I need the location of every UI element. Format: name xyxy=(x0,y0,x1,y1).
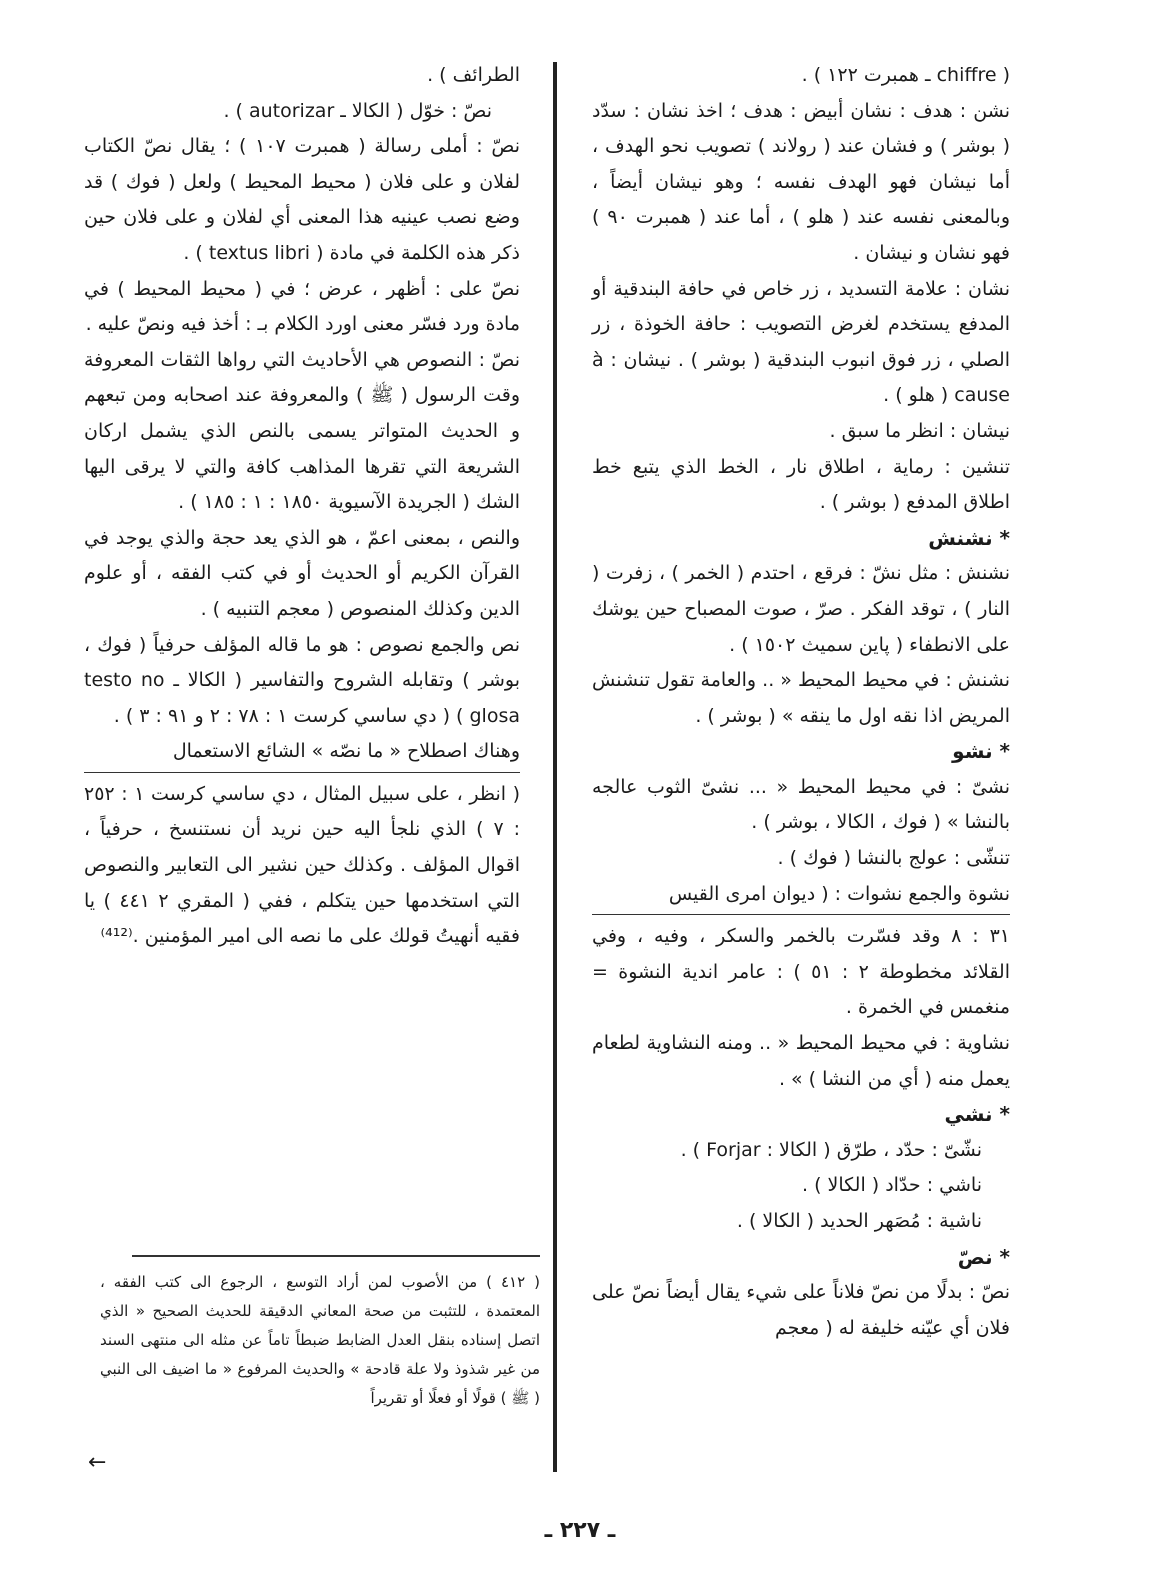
right-paragraph: ( chiffre ـ همبرت ١٢٢ ) . xyxy=(801,64,1010,86)
right-entry-heading: * نشنش xyxy=(928,525,1010,550)
left-paragraph: الطرائف ) . xyxy=(427,64,520,86)
right-paragraph: نيشان : انظر ما سبق . xyxy=(829,419,1010,442)
right-paragraph: نشاوية : في محيط المحيط « .. ومنه النشاوية لطعام يعمل منه ( أي من النشا ) » . xyxy=(592,1032,1010,1090)
footnote: ( ٤١٢ ) من الأصوب لمن أراد التوسع ، الرجوع الى كتب الفقه ، المعتمدة ، للتثبت من صحة المعاني الدقيقة للحديث الصحيح « الذي اتصل إسناده بنقل العدل الضابط ضبطاً تاماً عن مثله الى منتهى السند من غير شذوذ ولا علة قادحة » والحديث المرفوع « ما اضيف الى النبي ( ﷺ ) قولًا أو فعلًا أو تقريراً xyxy=(100,1273,540,1407)
right-paragraph: نشنش : في محيط المحيط « .. والعامة تقول تنشنش المريض اذا نقه اول ما ينقه » ( بوشر ) . xyxy=(592,669,1010,727)
right-paragraph: ٣١ : ٨ وقد فسّرت بالخمر والسكر ، وفيه ، وفي القلائد مخطوطة ٢ : ٥١ ) : عامر اندية النشوة = منغمس في الخمرة . xyxy=(592,925,1010,1019)
right-paragraph: نشىّ : في محيط المحيط « ... نشىّ الثوب عالجه بالنشا » ( فوك ، الكالا ، بوشر ) . xyxy=(592,775,1010,834)
continuation-arrow-icon: ← xyxy=(88,1450,107,1475)
footnote-rule xyxy=(132,1255,540,1257)
right-column xyxy=(592,58,1010,1346)
right-entry-heading: * نشو xyxy=(952,739,1010,764)
column-divider xyxy=(553,62,557,1472)
right-paragraph: نشان : علامة التسديد ، زر خاص في حافة البندقية أو المدفع يستخدم لغرض التصويب : حافة الخوذة ، زر الصلي ، زر فوق انبوب البندقية ( بوشر ) . نيشان : à cause ( هلو ) . xyxy=(592,277,1010,407)
right-paragraph: نشنش : مثل نشّ : فرقع ، احتدم ( الخمر ) ، زفرت ( النار ) ، توقد الفكر . صرّ ، صوت المصباح حين يوشك على الانطفاء ( پاين سميث ١٥٠٢ ) . xyxy=(592,562,1010,656)
left-paragraph: نصّ على : أظهر ، عرض ؛ في ( محيط المحيط ) في مادة ورد فسّر معنى اورد الكلام بـ : أخذ فيه ونصّ عليه . xyxy=(84,277,520,336)
right-paragraph: ناشي : حدّاد ( الكالا ) . xyxy=(802,1174,982,1197)
left-paragraph: والنص ، بمعنى اعمّ ، هو الذي يعد حجة والذي يوجد في القرآن الكريم أو الحديث أو في كتب الفقه ، أو علوم الدين وكذلك المنصوص ( معجم التنبيه ) . xyxy=(84,526,520,620)
left-paragraph: نصّ : أملى رسالة ( همبرت ١٠٧ ) ؛ يقال نصّ الكتاب لفلان و على فلان ( محيط المحيط ) ولعل ( فوك ) قد وضع نصب عينيه هذا المعنى أي لفلان و على فلان حين ذكر هذه الكلمة في مادة ( textus libri ) . xyxy=(84,135,520,264)
right-paragraph: نشوة والجمع نشوات : ( ديوان امرى القيس xyxy=(592,877,1010,916)
left-paragraph: ( انظر ، على سبيل المثال ، دي ساسي كرست ١ : ٢٥٢ : ٧ ) الذي نلجأ اليه حين نريد أن نستنسخ ، حرفياً ، اقوال المؤلف . وكذلك حين نشير الى التعابير والنصوص التي استخدمها حين يتكلم ، ففي ( المقري ٢ ٤٤١ ) يا فقيه أنهيتُ قولك على ما نصه الى امير المؤمنين .⁽⁴¹²⁾ xyxy=(84,782,521,948)
left-paragraph: وهناك اصطلاح « ما نصّه » الشائع الاستعمال xyxy=(84,734,520,773)
right-paragraph: نشن : هدف : نشان أبيض : هدف ؛ اخذ نشان : سدّد ( بوشر ) و فشان عند ( رولاند ) تصويب نحو الهدف ، أما نيشان فهو الهدف نفسه ؛ وهو نيشان أيضاً ، وبالمعنى نفسه عند ( هلو ) ، أما عند ( همبرت ٩٠ ) فهو نشان و نيشان . xyxy=(592,99,1011,264)
left-paragraph: نصّ : النصوص هي الأحاديث التي رواها الثقات المعروفة وقت الرسول ( ﷺ ) والمعروفة عند اصحابه ومن تبعهم و الحديث المتواتر يسمى بالنص الذي يشمل اركان الشريعة التي تقرها المذاهب كافة والتي لا يرقى اليها الشك ( الجريدة الآسيوية ١٨٥٠ : ١ : ١٨٥ ) . xyxy=(84,348,520,514)
right-paragraph: تنشين : رماية ، اطلاق نار ، الخط الذي يتبع خط اطلاق المدفع ( بوشر ) . xyxy=(592,455,1010,514)
left-paragraph: نص والجمع نصوص : هو ما قاله المؤلف حرفياً ( فوك ، بوشر ) وتقابله الشروح والتفاسير ( الكالا ـ testo no glosa ) ( دي ساسي كرست ١ : ٧٨ : ٢ و ٩١ : ٣ ) . xyxy=(84,633,520,727)
right-entry-heading: * نشي xyxy=(944,1102,1010,1127)
right-entry-heading: * نصّ xyxy=(957,1244,1010,1269)
right-paragraph: ناشية : مُصَهر الحديد ( الكالا ) . xyxy=(736,1210,982,1232)
right-paragraph: تنشّى : عولج بالنشا ( فوك ) . xyxy=(777,847,1010,870)
left-paragraph: نصّ : خوّل ( الكالا ـ autorizar ) . xyxy=(223,99,492,122)
page-number: ـ ٢٢٧ ـ xyxy=(544,1518,616,1543)
right-paragraph: نصّ : بدلًا من نصّ فلاناً على شيء يقال أيضاً نصّ على فلان أي عيّنه خليفة له ( معجم xyxy=(592,1281,1010,1339)
right-paragraph: نشّىّ : حدّد ، طرّق ( الكالا : Forjar ) . xyxy=(680,1138,982,1161)
left-column xyxy=(84,58,520,955)
